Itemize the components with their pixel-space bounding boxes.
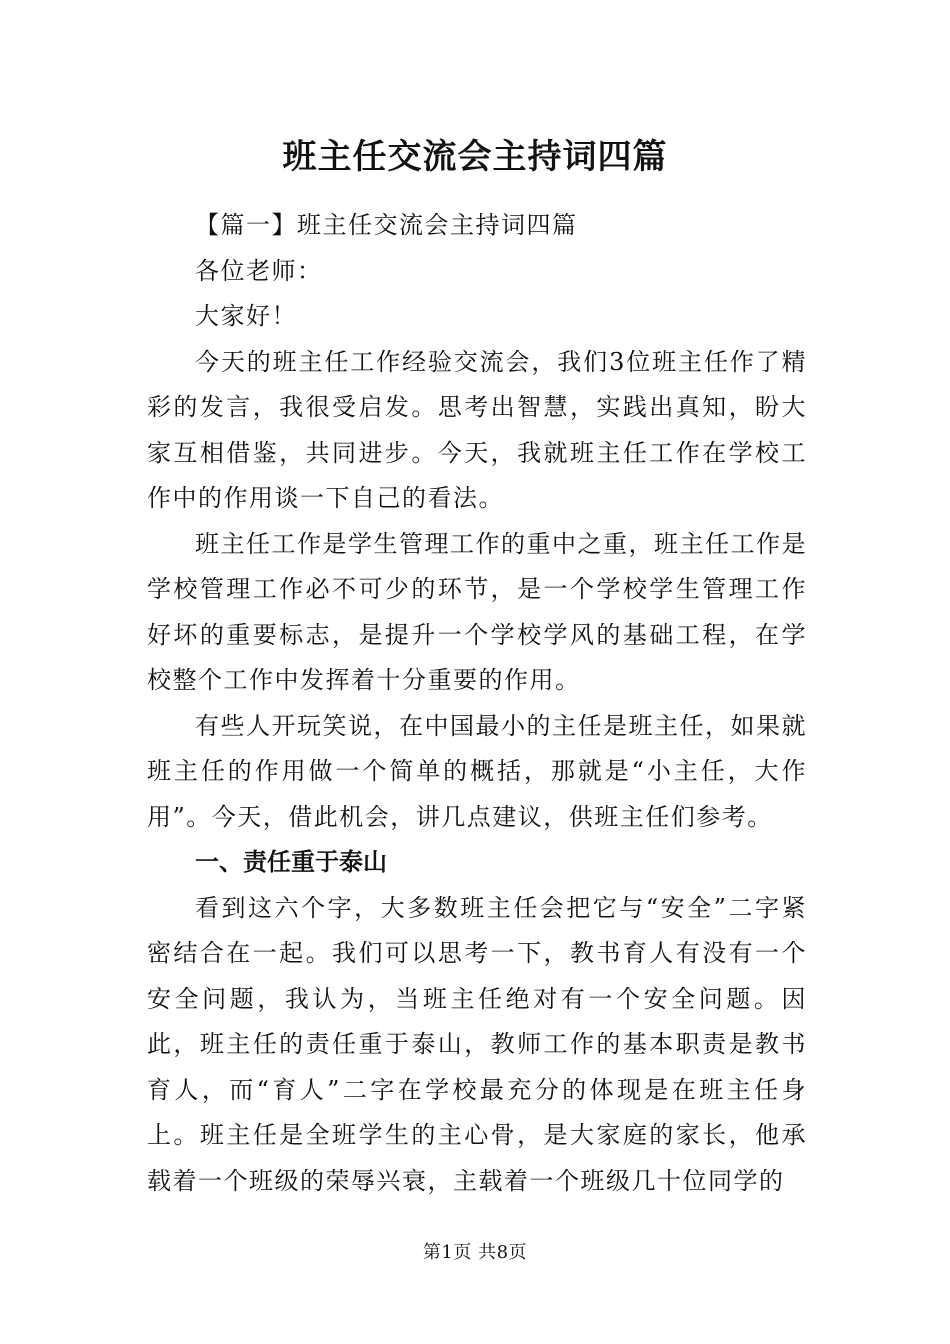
salute: 大家好！ — [195, 302, 297, 330]
greeting: 各位老师： — [195, 256, 323, 285]
paragraph: 有些人开玩笑说，在中国最小的主任是班主任，如果就班主任的作用做一个简单的概括，那就是“小主任，大作用”。今天，借此机会，讲几点建议，供班主任们参考。 — [147, 711, 807, 831]
section-label: 【篇一】班主任交流会主持词四篇 — [195, 211, 578, 239]
document-title: 班主任交流会主持词四篇 — [282, 137, 668, 177]
section-heading: 一、责任重于泰山 — [195, 848, 387, 876]
paragraph: 班主任工作是学生管理工作的重中之重，班主任工作是学校管理工作必不可少的环节，是一个学校学生管理工作好坏的重要标志，是提升一个学校学风的基础工程，在学校整个工作中发挥着十分重要的作用。 — [147, 529, 807, 694]
page-number: 第1页 共8页 — [422, 1242, 528, 1263]
paragraph: 看到这六个字，大多数班主任会把它与“安全”二字紧密结合在一起。我们可以思考一下，教书育人有没有一个安全问题，我认为，当班主任绝对有一个安全问题。因此，班主任的责任重于泰山，教师工作的基本职责是教书育人，而“育人”二字在学校最充分的体现是在班主任身上。班主任是全班学生的主心骨，是大家庭的家长，他承载着一个班级的荣辱兴衰，主载着一个班级几十位同学的 — [147, 893, 807, 1195]
document-body — [147, 203, 807, 1204]
paragraph: 今天的班主任工作经验交流会，我们3位班主任作了精彩的发言，我很受启发。思考出智慧，实践出真知，盼大家互相借鉴，共同进步。今天，我就班主任工作在学校工作中的作用谈一下自己的看法。 — [147, 347, 807, 512]
